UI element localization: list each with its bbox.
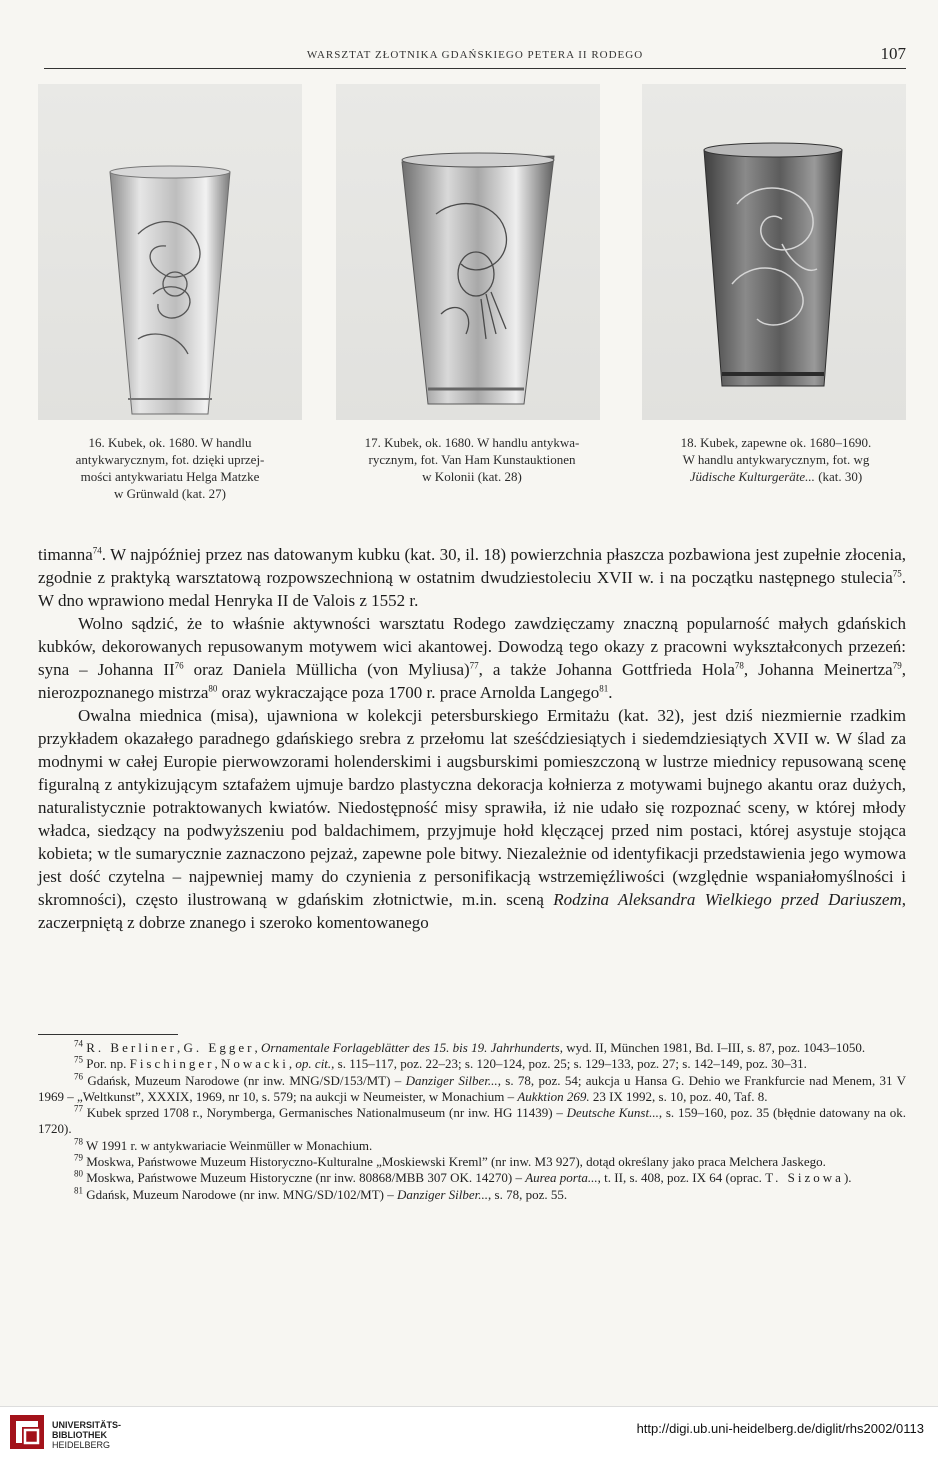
caption-line: mości antykwariatu Helga Matzke [80, 469, 260, 484]
library-name [52, 1420, 121, 1450]
caption-line: 16. Kubek, ok. 1680. W handlu [88, 435, 252, 450]
text-run: Por. np. [86, 1056, 130, 1072]
caption-line: 17. Kubek, ok. 1680. W handlu antykwa- [364, 435, 580, 450]
text-run: W 1991 r. w antykwariacie Weinmüller w Monachium. [86, 1137, 373, 1153]
author: T. Sizowa [765, 1170, 844, 1186]
italic-title: Rodzina Aleksandra Wielkiego przed Dariuszem [553, 890, 902, 909]
caption-line: rycznym, fot. Van Ham Kunstauktionen [368, 452, 576, 467]
main-text [38, 543, 906, 934]
text-run: . [608, 683, 613, 702]
text-run: oraz wykraczające poza 1700 r. prace Arnolda Langego [217, 683, 600, 702]
footnote-ref-80[interactable]: 80 [208, 683, 218, 694]
running-header [44, 44, 906, 69]
library-line: HEIDELBERG [52, 1440, 111, 1450]
text-run: timanna [38, 545, 93, 564]
caption-italic-title: Jüdische Kulturgeräte... [689, 469, 815, 484]
work-title: Danziger Silber... [397, 1186, 489, 1202]
text-run: , [177, 1040, 184, 1055]
author: Nowacki [220, 1056, 289, 1072]
text-run: , a także Johanna Gottfrieda Hola [478, 660, 735, 679]
footnote-78 [38, 1138, 906, 1154]
footnote-81 [38, 1187, 906, 1203]
figure-16-caption [30, 434, 310, 502]
text-run: . W dno wprawiono medal Henryka II de Valois z 1552 r. [38, 568, 906, 610]
footnote-ref-77[interactable]: 77 [469, 660, 479, 671]
work-title: op. cit. [295, 1056, 332, 1072]
page-number: 107 [880, 44, 906, 63]
footnote-77 [38, 1105, 906, 1138]
beaker-16-image [38, 84, 302, 420]
caption-line: w Kolonii (kat. 28) [422, 469, 522, 484]
text-run: Kubek sprzed 1708 r., Norymberga, Germanisches Nationalmuseum (nr inw. HG 11439) – [86, 1105, 567, 1121]
footnote-ref-79[interactable]: 79 [892, 660, 902, 671]
footnote-number: 78 [74, 1136, 83, 1147]
caption-line: 18. Kubek, zapewne ok. 1680–1690. [680, 435, 872, 450]
caption-line: w Grünwald (kat. 27) [114, 486, 226, 501]
work-title: Ornamentale Forlageblätter des 15. bis 19. Jahrhunderts [260, 1040, 560, 1055]
text-run: Gdańsk, Muzeum Narodowe (nr inw. MNG/SD/102/MT) – [86, 1186, 398, 1202]
text-run: ). [843, 1170, 852, 1186]
figure-17-photo [336, 84, 600, 420]
caption-line: W handlu antykwarycznym, fot. wg [682, 452, 870, 467]
library-line: UNIVERSITÄTS- [52, 1420, 122, 1430]
work-title: Danziger Silber... [405, 1072, 498, 1088]
source-url-link[interactable]: http://digi.ub.uni-heidelberg.de/diglit/rhs2002/0113 [636, 1421, 924, 1436]
work-title: Aukktion 269. [517, 1088, 590, 1104]
text-run: , s. 115–117, poz. 22–23; s. 120–124, poz. 25; s. 129–133, poz. 27; s. 142–149, poz. 30–31. [331, 1056, 807, 1072]
text-run: , [288, 1056, 296, 1072]
text-run: Moskwa, Państwowe Muzeum Historyczne (nr inw. 80868/MBB 307 OK. 14270) – [86, 1170, 526, 1186]
footnote-ref-81[interactable]: 81 [599, 683, 609, 694]
footnote-number: 77 [74, 1103, 83, 1114]
library-line: BIBLIOTHEK [52, 1430, 107, 1440]
author: G. Egger [183, 1040, 255, 1055]
text-run: , [214, 1056, 221, 1072]
figure-18-caption [636, 434, 916, 485]
footnote-ref-75[interactable]: 75 [892, 568, 902, 579]
text-run: , nierozpoznanego mistrza [38, 660, 906, 702]
footnote-number: 74 [74, 1038, 83, 1049]
text-run: , zaczerpniętą z dobrze znanego i szeroko komentowanego [38, 890, 906, 932]
footnote-ref-78[interactable]: 78 [734, 660, 744, 671]
footnote-ref-74[interactable]: 74 [92, 545, 102, 556]
text-run: Moskwa, Państwowe Muzeum Historyczno-Kulturalne „Moskiewski Kreml” (nr inw. M3 927), dotąd określany jako praca Melchera Jaskego. [86, 1154, 826, 1170]
text-run: , [254, 1040, 261, 1055]
caption-tail: (kat. 30) [814, 469, 863, 484]
text-run: , s. 78, poz. 54; aukcja u Hansa G. Dehio we Frankfurcie nad Menem, 31 V 1969 – „Weltkunst”, XXXIX, 1969, nr 10, s. 579; na aukcji w Neumeister, w Monachium – [38, 1072, 906, 1104]
paragraph-2 [38, 612, 906, 704]
figure-17-caption [332, 434, 612, 485]
footnote-number: 79 [74, 1152, 83, 1163]
text-run: Gdańsk, Muzeum Narodowe (nr inw. MNG/SD/153/MT) – [87, 1072, 406, 1088]
beaker-18-image [642, 84, 906, 420]
author: Fischinger [129, 1056, 215, 1072]
caption-line [636, 468, 916, 485]
beaker-17-image [336, 84, 600, 420]
text-run: , wyd. II, München 1981, Bd. I–III, s. 87, poz. 1043–1050. [559, 1040, 866, 1055]
university-library-logo-icon [10, 1415, 44, 1449]
footnote-80 [38, 1170, 906, 1186]
footnote-number: 81 [74, 1185, 83, 1196]
work-title: Aurea porta... [525, 1170, 598, 1186]
running-title: WARSZTAT ZŁOTNIKA GDAŃSKIEGO PETERA II RODEGO [306, 49, 644, 61]
footnote-74 [38, 1040, 906, 1056]
text-run: , s. 78, poz. 55. [488, 1186, 568, 1202]
text-run: , s. 159–160, poz. 35 (błędnie datowany na ok. 1720). [38, 1105, 907, 1137]
paragraph-1 [38, 543, 906, 612]
figure-16-photo [38, 84, 302, 420]
footnote-79 [38, 1154, 906, 1170]
footnotes [38, 1040, 906, 1203]
text-run: Wolno sądzić, że to właśnie aktywności warsztatu Rodego zawdzięczamy znaczną popularność małych gdańskich kubków, dekorowanych repusowanym motywem wici akantowej. Dowodzą tego okazy z pracowni wykształconych przezeń: syna – Johanna II [38, 614, 906, 679]
text-run: Owalna miednica (misa), ujawniona w kolekcji petersburskiego Ermitażu (kat. 32), jest dziś niezmiernie rzadkim przykładem okazałego paradnego gdańskiego srebra z przełomu lat sześćdziesiątych i siedemdziesiątych XVII w. W ślad za modnymi w całej Europie pierwowzorami holenderskimi i augsburskimi pomieszczoną w lustrze miednicy repusowaną scenę figuralną z antykizującym sztafażem ujmuje bardzo plastyczna dekoracja kołnierza z motywami bujnego akantu oraz dużych, naturalistycznie potraktowanych kwiatów. Niedostępność misy sprawiła, iż nie udało się rozpoznać sceny, w której młody władca, siedzący na podwyższeniu pod baldachimem, przyjmuje hołd klęczącej przed nim postaci, której asystuje stojąca kobieta; w tle sumarycznie zaznaczono pejzaż, zapewne pole bitwy. Niezależnie od identyfikacji przedstawienia jego wymowa jest dość czytelna – najpewniej mamy do czynienia z personifikacją wstrzemięźliwości (względnie wspaniałomyślności i skromności), często ilustrowaną w gdańskim złotnictwie, m.in. sceną [38, 706, 906, 909]
footnote-75 [38, 1056, 906, 1072]
text-run: , Johanna Meinertza [743, 660, 893, 679]
text-run: . W najpóźniej przez nas datowanym kubku (kat. 30, il. 18) powierzchnia płaszcza pozbawiona jest zupełnie złocenia, zgodnie z praktyką warsztatową rozpowszechnioną w ostatnim dwudziestoleciu XVII w. i na początku następnego stulecia [38, 545, 906, 587]
text-run: , t. II, s. 408, poz. IX 64 (oprac. [597, 1170, 766, 1186]
footnote-number: 75 [74, 1054, 83, 1065]
figure-18-photo [642, 84, 906, 420]
caption-line: antykwarycznym, fot. dzięki uprzej- [75, 452, 265, 467]
digitization-footer [0, 1406, 938, 1475]
text-run: 23 IX 1992, s. 10, poz. 40, Taf. 8. [589, 1088, 768, 1104]
text-run: oraz Daniela Müllicha (von Myliusa) [183, 660, 470, 679]
work-title: Deutsche Kunst... [566, 1105, 659, 1121]
footnote-76 [38, 1073, 906, 1106]
footnote-ref-76[interactable]: 76 [174, 660, 184, 671]
footnote-number: 80 [74, 1169, 83, 1180]
paragraph-3 [38, 704, 906, 934]
footnote-divider [38, 1034, 178, 1035]
footnote-number: 76 [74, 1071, 83, 1082]
author: R. Berliner [86, 1040, 178, 1055]
